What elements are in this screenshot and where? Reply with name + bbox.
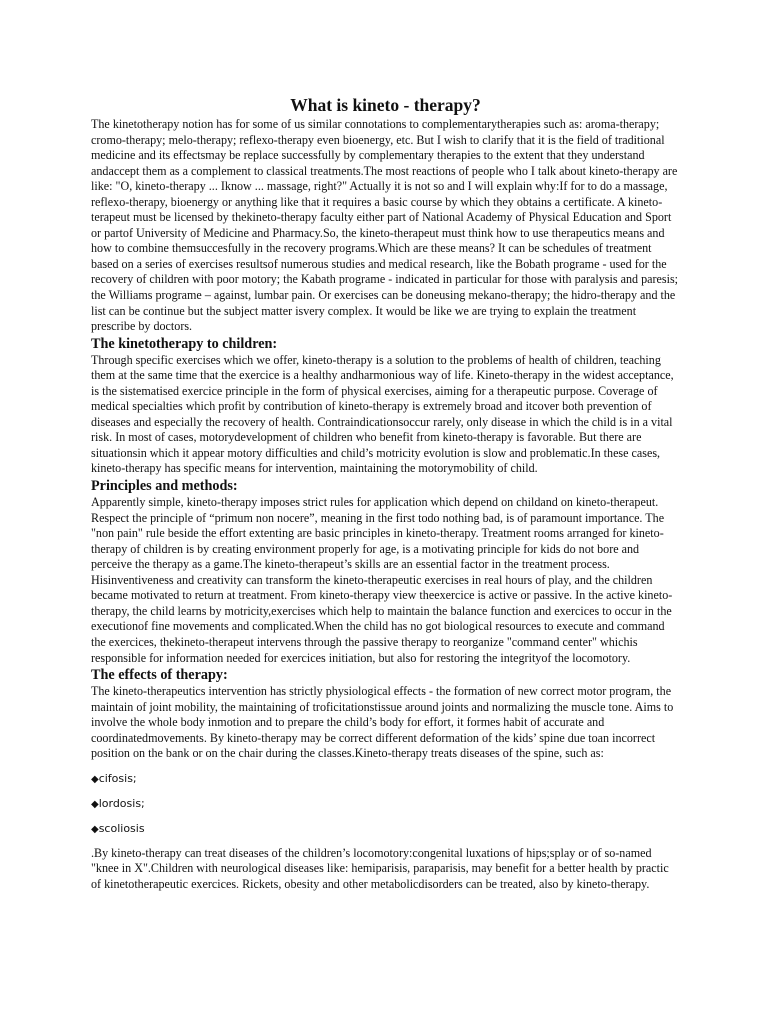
section-text-children: Through specific exercises which we offer, kineto-therapy is a solution to the problems of health of children, teaching them at the same time that the exercice is a healthy andharmonious way of life. Kineto-therapy in the widest acceptance, is the sistematised exercice principle in the form of physical exercises, aiming for a therapeutic purpose. Coverage of medical specialties which profit by contribution of kineto-therapy is extremely broad and itcover both prevention of diseases and especially the recovery of health. Contraindicationsoccur rarely, only disease in which the child is in a vital risk. In most of cases, motorydevelopment of children who benefit from kineto-therapy is favorable. But there are situationsin which it appear motory difficulties and child’s motricity evolution is slow and problematic.In these cases, kineto-therapy has specific means for intervention, maintaining the motorymobility of child. bbox=[91, 352, 674, 476]
list-item-label: scoliosis bbox=[98, 821, 145, 835]
page-title: What is kineto - therapy? bbox=[290, 95, 481, 115]
intro-paragraph: The kinetotherapy notion has for some of us similar connotations to complementarytherapies such as: aroma-therapy; cromo-therapy; melo-therapy; reflexo-therapy even bioenergy, etc. But I wish to clarify that it is the field of traditional medicine and its effectsmay be replace successfully by complementary therapies to the extent that they understand andaccept them as a complement to classical treatments.The most reactions of people who I talk about kineto-therapy are like: "O, kineto-therapy ... Iknow ... massage, right?" Actually it is not so and I will explain why:If for to do a massage, reflexo-therapy, bioenergy or anything like that it requires a basic course by which they obtains a certificate. A kineto-terapeut must be licensed by thekineto-therapy faculty either part of National Academy of Physical Education and Sport or partof University of Medicine and Pharmacy.So, the kineto-therapeut must think how to use therapeutics means and how to combine themsuccesfully in the recovery programs.Which are these means? It can be schedules of treatment based on a series of exercises resultsof numerous studies and medical research, like the Bobath programe - used for the recovery of children with poor motory; the Kabath programe - indicated in particular for those with paralysis and paresis; the Williams programe – against, lumbar pain. Or exercises can be doneusing mekano-therapy; the hidro-therapy and the list can be continue but the subject matter isvery complex. It would be like we are trying to explain the treatment prescribe by doctors. bbox=[91, 117, 679, 334]
spine-disease-list bbox=[91, 771, 680, 837]
section-text-principles: Apparently simple, kineto-therapy imposes strict rules for application which depend on childand on kineto-therapeut. Respect the principle of “primum non nocere”, meaning in the first todo nothing bad, is of paramount importance. The "non pain" rule beside the effort extenting are basic principles in kineto-therapy. Treatment rooms arranged for kineto-therapy of children is by creating environment properly for age, is a motivating principle for kids do not bore and perceive the therapy as a game.The kineto-therapeut’s skills are an essential factor in the treatment process. Hisinventiveness and creativity can transform the kineto-therapeutic exercises in real hours of play, and the children became motivated to return at treatment. From kineto-therapy view theexercice is active or passive. In the active kineto-therapy, the child learns by motricity,exercises which help to maintain the balance function and exercices to occur in the executionof fine movements and complicated.When the child has no got biological resources to execute and command the exercices, thekineto-therapeut intervens through the passive therapy to reorganize "command center" whichis responsible for information needed for exercices initiation, but also for restoring the integrityof the locomotory. bbox=[91, 495, 673, 665]
list-item bbox=[91, 821, 680, 837]
list-item-label: lordosis; bbox=[98, 796, 145, 810]
diamond-bullet-icon: ◆ bbox=[91, 773, 99, 785]
closing-paragraph: .By kineto-therapy can treat diseases of the children’s locomotory:congenital luxations of hips;splay or of so-named "knee in X".Children with neurological diseases like: hemiparisis, paraparisis, may benefit for a better health by practic of kinetotherapeutic exercices. Rickets, obesity and other metabolicdisorders can be treated, also by kineto-therapy. bbox=[91, 845, 669, 891]
section-heading-children: The kinetotherapy to children: bbox=[91, 335, 278, 352]
list-item-label: cifosis; bbox=[98, 771, 137, 785]
section-heading-effects: The effects of therapy: bbox=[91, 667, 228, 684]
diamond-bullet-icon: ◆ bbox=[91, 823, 99, 835]
list-item bbox=[91, 796, 680, 812]
section-text-effects: The kineto-therapeutics intervention has strictly physiological effects - the formation of new correct motor program, the maintain of joint mobility, the maintaining of troficitationstissue around joints and normalizing the muscle tone. Aims to involve the whole body inmotion and to prepare the child’s body for effort, it formes habit of accurate and coordinatedmovements. By kineto-therapy may be correct different deformation of the kids’ spine due toan incorrect position on the bank or on the chair during the classes.Kineto-therapy treats diseases of the spine, such as: bbox=[91, 684, 674, 761]
diamond-bullet-icon: ◆ bbox=[91, 798, 99, 810]
section-heading-principles: Principles and methods: bbox=[91, 478, 238, 495]
list-item bbox=[91, 771, 680, 787]
